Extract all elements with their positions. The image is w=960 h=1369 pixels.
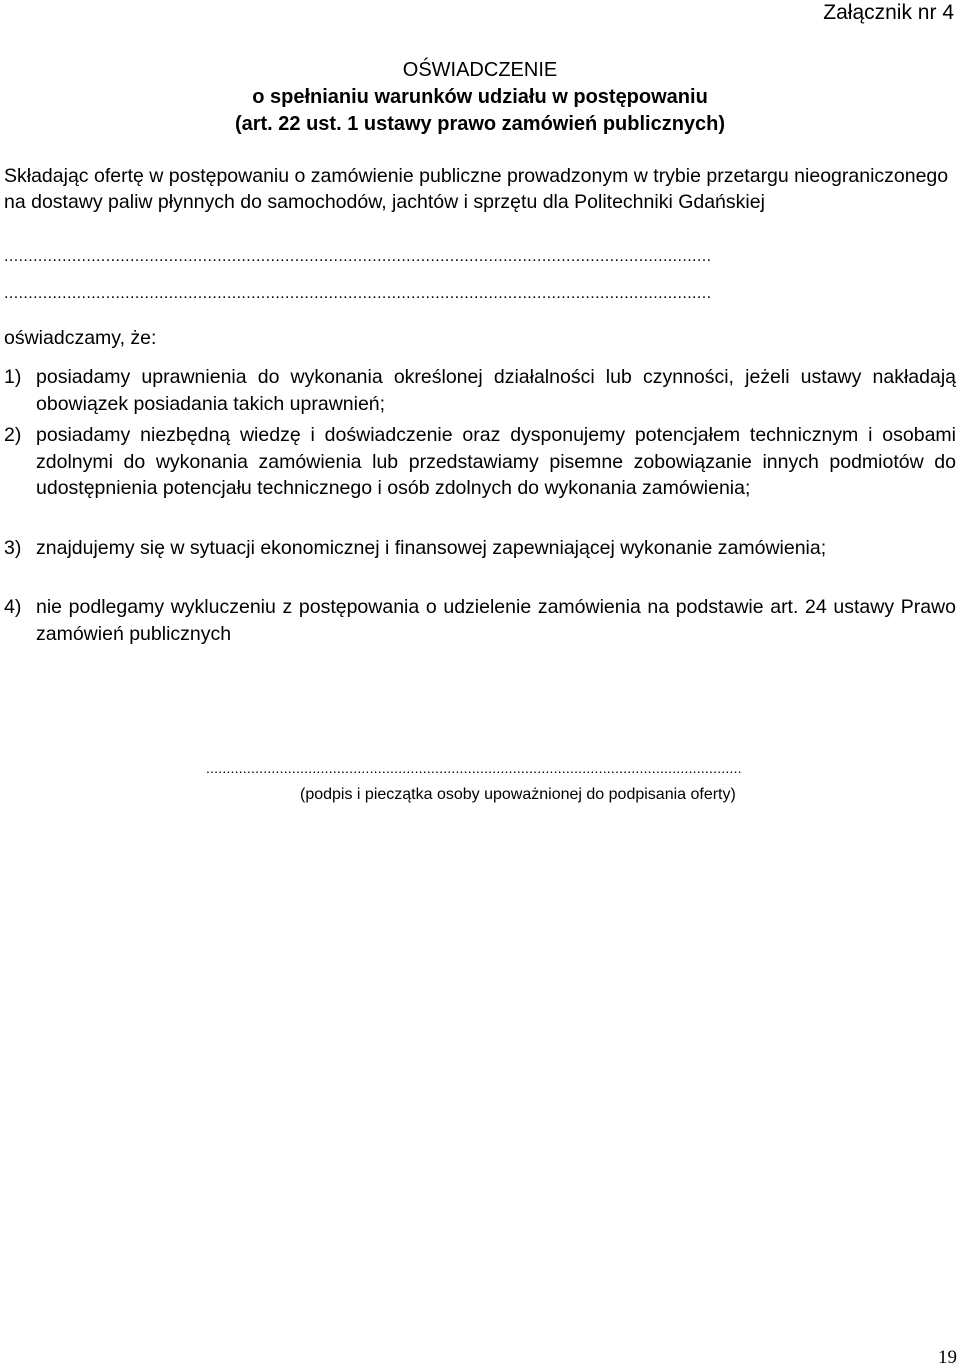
item-number: 4) [4, 596, 22, 618]
declaration-item [4, 422, 956, 502]
item-number: 3) [4, 537, 22, 559]
item-text: posiadamy uprawnienia do wykonania określonej działalności lub czynności, jeżeli ustawy nakładają obowiązek posiadania takich uprawnień; [36, 366, 956, 415]
item-text: znajdujemy się w sytuacji ekonomicznej i finansowej zapewniającej wykonanie zamówienia; [36, 537, 827, 559]
signature-line: ................................................................................................................................... [206, 760, 742, 776]
declaration-item [4, 535, 956, 562]
attachment-label: Załącznik nr 4 [823, 1, 954, 24]
fill-in-line: .................................................................................................................................................. [4, 248, 712, 265]
declaration-item [4, 364, 956, 417]
fill-in-line: .................................................................................................................................................. [4, 285, 712, 302]
declaration-item [4, 594, 956, 647]
declaration-lead: oświadczamy, że: [4, 327, 157, 349]
signature-caption: (podpis i pieczątka osoby upoważnionej do podpisania oferty) [300, 786, 736, 803]
document-title: OŚWIADCZENIE [402, 59, 558, 81]
document-subtitle: o spełnianiu warunków udziału w postępowaniu [252, 86, 708, 108]
item-number: 1) [4, 366, 22, 388]
item-text: nie podlegamy wykluczeniu z postępowania o udzielenie zamówienia na podstawie art. 24 ustawy Prawo zamówień publicznych [36, 596, 956, 645]
item-number: 2) [4, 424, 22, 446]
page-number: 19 [938, 1347, 957, 1368]
intro-paragraph: Składając ofertę w postępowaniu o zamówienie publiczne prowadzonym w trybie przetargu nieograniczonego na dostawy paliw płynnych do samochodów, jachtów i sprzętu dla Politechniki Gdańskiej [4, 165, 949, 213]
document-legal-basis: (art. 22 ust. 1 ustawy prawo zamówień publicznych) [234, 113, 726, 135]
item-text: posiadamy niezbędną wiedzę i doświadczenie oraz dysponujemy potencjałem technicznym i osobami zdolnymi do wykonania zamówienia lub przedstawiamy pisemne zobowiązanie innych podmiotów do udostępnienia potencjału technicznego i osób zdolnych do wykonania zamówienia; [36, 424, 956, 499]
